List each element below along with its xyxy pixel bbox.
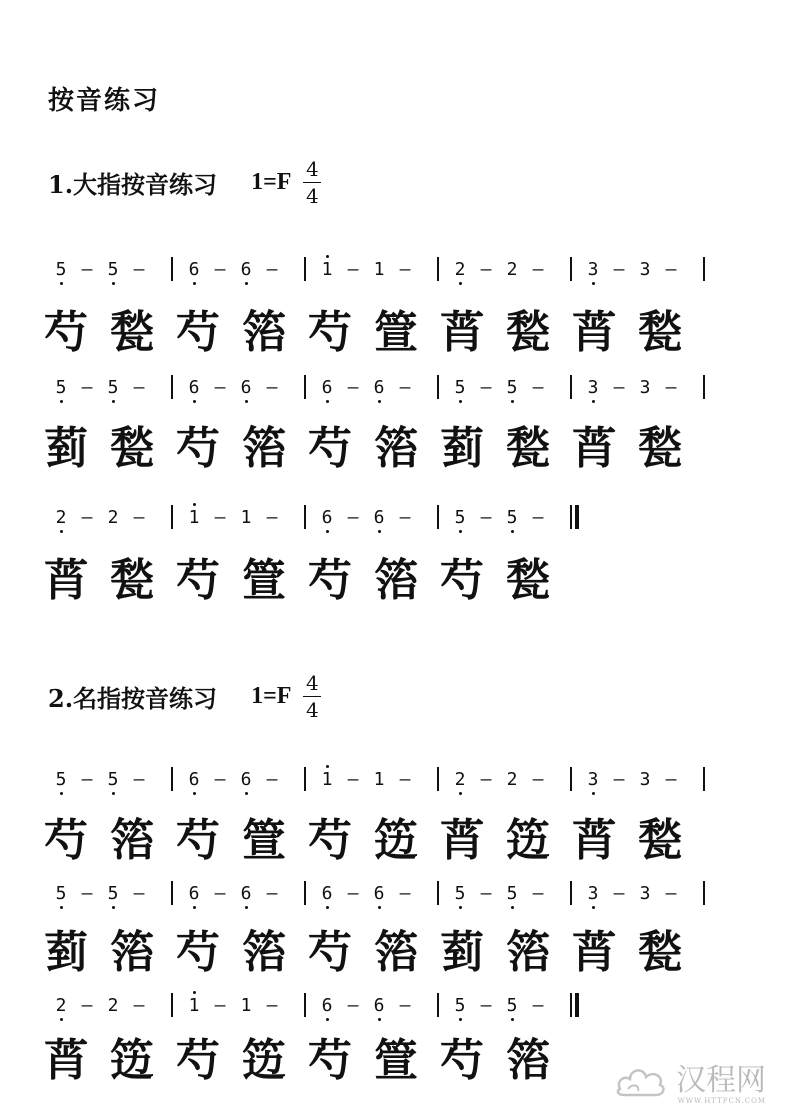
notation-row (40, 502, 740, 532)
tablature-glyph: 笾 (110, 1035, 154, 1086)
sustain-dash: – (347, 258, 359, 280)
measure (306, 769, 437, 790)
sustain-dash: – (266, 882, 278, 904)
jianpu-note: 2 (107, 506, 119, 528)
tablature-glyph: 甃 (638, 307, 682, 358)
tablature-glyph: 箈 (242, 307, 286, 358)
bar-line (570, 505, 572, 529)
sustain-dash: – (214, 258, 226, 280)
jianpu-note: 3 (639, 376, 651, 398)
jianpu-note: 3 (580, 259, 606, 280)
tablature-glyph: 芍 (308, 555, 352, 606)
sustain-dash: – (266, 994, 278, 1016)
tablature-row (44, 414, 704, 474)
jianpu-note: 5 (447, 995, 473, 1016)
tablature-glyph: 芍 (176, 1035, 220, 1086)
tablature-glyph: 芍 (440, 555, 484, 606)
sustain-dash: – (266, 376, 278, 398)
tablature-glyph: 箈 (506, 927, 550, 978)
section-2-time-signature (303, 670, 321, 722)
jianpu-note: 6 (233, 769, 259, 790)
jianpu-note: 6 (314, 883, 340, 904)
sustain-dash: – (480, 258, 492, 280)
measure (173, 769, 304, 790)
final-double-bar (570, 505, 579, 529)
jianpu-note: 6 (181, 377, 207, 398)
sustain-dash: – (133, 506, 145, 528)
jianpu-note: 6 (366, 995, 392, 1016)
tablature-glyph: 甃 (638, 927, 682, 978)
sustain-dash: – (81, 506, 93, 528)
jianpu-note: 2 (48, 507, 74, 528)
sustain-dash: – (480, 994, 492, 1016)
tablature-glyph: 菿 (44, 927, 88, 978)
bar-line (703, 767, 705, 791)
tablature-glyph: 芍 (440, 1035, 484, 1086)
jianpu-note: 1 (373, 768, 385, 790)
sustain-dash: – (214, 994, 226, 1016)
tablature-glyph: 莦 (440, 307, 484, 358)
tablature-glyph: 箈 (110, 815, 154, 866)
jianpu-note: 5 (447, 883, 473, 904)
tablature-glyph: 莦 (572, 927, 616, 978)
jianpu-note: 3 (639, 258, 651, 280)
sustain-dash: – (399, 376, 411, 398)
jianpu-note: 6 (314, 377, 340, 398)
tablature-glyph: 甃 (110, 555, 154, 606)
jianpu-note: 1 (373, 258, 385, 280)
jianpu-note: 5 (48, 259, 74, 280)
sustain-dash: – (399, 506, 411, 528)
tablature-glyph: 箈 (374, 927, 418, 978)
sustain-dash: – (133, 768, 145, 790)
tablature-glyph: 笾 (374, 815, 418, 866)
sustain-dash: – (81, 882, 93, 904)
time-top: 4 (306, 670, 319, 695)
jianpu-note: 5 (499, 507, 525, 528)
notation-row (40, 878, 740, 908)
jianpu-note: 5 (499, 883, 525, 904)
jianpu-note: 2 (107, 994, 119, 1016)
measure (40, 259, 171, 280)
sustain-dash: – (532, 882, 544, 904)
sustain-dash: – (399, 882, 411, 904)
sustain-dash: – (613, 882, 625, 904)
page-title: 按音练习 (48, 86, 161, 116)
sustain-dash: – (347, 506, 359, 528)
cloud-logo-icon (614, 1059, 670, 1099)
sustain-dash: – (532, 376, 544, 398)
tablature-glyph: 菿 (440, 423, 484, 474)
sustain-dash: – (480, 506, 492, 528)
tablature-row (44, 546, 572, 606)
sustain-dash: – (214, 882, 226, 904)
jianpu-note: 2 (447, 259, 473, 280)
measure (306, 259, 437, 280)
jianpu-note: 5 (48, 769, 74, 790)
sustain-dash: – (347, 994, 359, 1016)
jianpu-note: 6 (181, 883, 207, 904)
jianpu-note: 1 (240, 506, 252, 528)
jianpu-note: 3 (639, 768, 651, 790)
tablature-glyph: 箈 (374, 555, 418, 606)
sustain-dash: – (480, 376, 492, 398)
bar-line (703, 375, 705, 399)
measure (572, 259, 703, 280)
jianpu-note: 1 (314, 769, 340, 790)
jianpu-note: 2 (506, 768, 518, 790)
tablature-glyph: 芍 (308, 927, 352, 978)
notation-row (40, 764, 740, 794)
watermark-url: WWW.HTTPCN.COM (677, 1097, 766, 1105)
jianpu-note: 5 (447, 377, 473, 398)
bar-line (703, 881, 705, 905)
measure (173, 995, 304, 1016)
jianpu-note: 6 (233, 377, 259, 398)
tablature-glyph: 芍 (176, 307, 220, 358)
measure (572, 883, 703, 904)
tablature-glyph: 甃 (110, 423, 154, 474)
measure (572, 377, 703, 398)
measure (306, 995, 437, 1016)
tablature-glyph: 箮 (242, 555, 286, 606)
sustain-dash: – (347, 882, 359, 904)
time-top: 4 (306, 156, 319, 181)
measure (439, 507, 570, 528)
tablature-glyph: 莦 (572, 423, 616, 474)
sustain-dash: – (214, 768, 226, 790)
jianpu-note: 5 (100, 769, 126, 790)
sustain-dash: – (81, 258, 93, 280)
sustain-dash: – (613, 376, 625, 398)
tablature-glyph: 甃 (110, 307, 154, 358)
notation-row (40, 254, 740, 284)
measure (306, 377, 437, 398)
jianpu-note: 6 (233, 883, 259, 904)
measure (439, 883, 570, 904)
jianpu-note: 5 (100, 883, 126, 904)
measure (439, 769, 570, 790)
measure (439, 377, 570, 398)
tablature-row (44, 1026, 572, 1086)
sustain-dash: – (347, 376, 359, 398)
measure (40, 883, 171, 904)
sustain-dash: – (613, 258, 625, 280)
jianpu-note: 6 (181, 769, 207, 790)
measure (40, 769, 171, 790)
jianpu-note: 6 (181, 259, 207, 280)
section-1-title: 1.大指按音练习 (48, 169, 218, 199)
jianpu-note: 6 (233, 259, 259, 280)
jianpu-note: 1 (240, 994, 252, 1016)
tablature-glyph: 箮 (374, 1035, 418, 1086)
sustain-dash: – (133, 376, 145, 398)
sustain-dash: – (133, 882, 145, 904)
tablature-glyph: 芍 (176, 815, 220, 866)
jianpu-note: 3 (580, 377, 606, 398)
notation-row (40, 990, 740, 1020)
tablature-glyph: 箈 (242, 927, 286, 978)
tablature-glyph: 箈 (374, 423, 418, 474)
jianpu-note: 3 (580, 769, 606, 790)
section-2-title: 2.名指按音练习 (48, 683, 218, 713)
tablature-glyph: 笾 (506, 815, 550, 866)
notation-row (40, 372, 740, 402)
jianpu-note: 5 (499, 995, 525, 1016)
tablature-row (44, 918, 704, 978)
jianpu-note: 5 (100, 377, 126, 398)
jianpu-note: 6 (366, 883, 392, 904)
sustain-dash: – (81, 768, 93, 790)
measure (40, 507, 171, 528)
sustain-dash: – (399, 994, 411, 1016)
measure (173, 507, 304, 528)
section-2-key: 1=F (251, 682, 292, 709)
measure (173, 377, 304, 398)
sustain-dash: – (480, 882, 492, 904)
jianpu-note: 5 (48, 883, 74, 904)
jianpu-note: 5 (100, 259, 126, 280)
jianpu-note: 6 (314, 995, 340, 1016)
tablature-glyph: 箈 (242, 423, 286, 474)
tablature-glyph: 莦 (440, 815, 484, 866)
tablature-glyph: 菿 (440, 927, 484, 978)
section-1-time-signature (303, 156, 321, 208)
measure (40, 995, 171, 1016)
tablature-glyph: 芍 (308, 1035, 352, 1086)
sustain-dash: – (81, 994, 93, 1016)
tablature-glyph: 莦 (572, 307, 616, 358)
tablature-glyph: 芍 (308, 815, 352, 866)
sustain-dash: – (532, 994, 544, 1016)
sustain-dash: – (665, 882, 677, 904)
tablature-glyph: 莦 (44, 1035, 88, 1086)
jianpu-note: 6 (314, 507, 340, 528)
tablature-glyph: 芍 (176, 927, 220, 978)
tablature-glyph: 莦 (44, 555, 88, 606)
measure (439, 995, 570, 1016)
measure (173, 883, 304, 904)
time-bottom: 4 (306, 697, 319, 722)
tablature-glyph: 甃 (638, 423, 682, 474)
tablature-glyph: 箈 (506, 1035, 550, 1086)
tablature-glyph: 甃 (506, 423, 550, 474)
tablature-glyph: 甃 (506, 555, 550, 606)
measure (306, 883, 437, 904)
final-double-bar (570, 993, 579, 1017)
measure (439, 259, 570, 280)
time-bottom: 4 (306, 183, 319, 208)
measure (306, 507, 437, 528)
jianpu-note: 5 (499, 377, 525, 398)
jianpu-note: 3 (639, 882, 651, 904)
tablature-glyph: 笾 (242, 1035, 286, 1086)
measure (572, 769, 703, 790)
fraction-bar (303, 182, 321, 183)
tablature-glyph: 甃 (506, 307, 550, 358)
jianpu-note: 5 (48, 377, 74, 398)
watermark-text: 汉程网 (676, 1063, 766, 1098)
sustain-dash: – (214, 376, 226, 398)
tablature-row (44, 806, 704, 866)
tablature-glyph: 箮 (242, 815, 286, 866)
sustain-dash: – (532, 258, 544, 280)
tablature-glyph: 芍 (176, 555, 220, 606)
sustain-dash: – (133, 994, 145, 1016)
sustain-dash: – (266, 768, 278, 790)
jianpu-note: 2 (48, 995, 74, 1016)
fraction-bar (303, 696, 321, 697)
bar-line (703, 257, 705, 281)
section-1-key: 1=F (251, 168, 292, 195)
tablature-glyph: 莦 (572, 815, 616, 866)
tablature-glyph: 甃 (638, 815, 682, 866)
jianpu-note: 1 (314, 259, 340, 280)
sustain-dash: – (214, 506, 226, 528)
tablature-glyph: 菿 (44, 423, 88, 474)
tablature-glyph: 芍 (308, 423, 352, 474)
sustain-dash: – (133, 258, 145, 280)
sustain-dash: – (665, 258, 677, 280)
measure (173, 259, 304, 280)
measure (40, 377, 171, 398)
sustain-dash: – (399, 768, 411, 790)
sustain-dash: – (266, 506, 278, 528)
sustain-dash: – (665, 768, 677, 790)
bar-line-thick (575, 993, 579, 1017)
jianpu-note: 5 (447, 507, 473, 528)
section-2-heading (48, 666, 321, 726)
jianpu-note: 1 (181, 507, 207, 528)
sustain-dash: – (613, 768, 625, 790)
jianpu-note: 6 (366, 507, 392, 528)
sustain-dash: – (480, 768, 492, 790)
sustain-dash: – (532, 506, 544, 528)
bar-line (570, 993, 572, 1017)
tablature-row (44, 298, 704, 358)
tablature-glyph: 箈 (110, 927, 154, 978)
sustain-dash: – (399, 258, 411, 280)
sustain-dash: – (81, 376, 93, 398)
tablature-glyph: 芍 (176, 423, 220, 474)
tablature-glyph: 箮 (374, 307, 418, 358)
sustain-dash: – (532, 768, 544, 790)
bar-line-thick (575, 505, 579, 529)
jianpu-note: 6 (366, 377, 392, 398)
tablature-glyph: 芍 (44, 307, 88, 358)
sustain-dash: – (347, 768, 359, 790)
jianpu-note: 1 (181, 995, 207, 1016)
watermark (614, 1055, 766, 1105)
section-1-heading (48, 152, 321, 212)
jianpu-note: 2 (506, 258, 518, 280)
jianpu-note: 3 (580, 883, 606, 904)
sustain-dash: – (665, 376, 677, 398)
tablature-glyph: 芍 (308, 307, 352, 358)
tablature-glyph: 芍 (44, 815, 88, 866)
sustain-dash: – (266, 258, 278, 280)
jianpu-note: 2 (447, 769, 473, 790)
